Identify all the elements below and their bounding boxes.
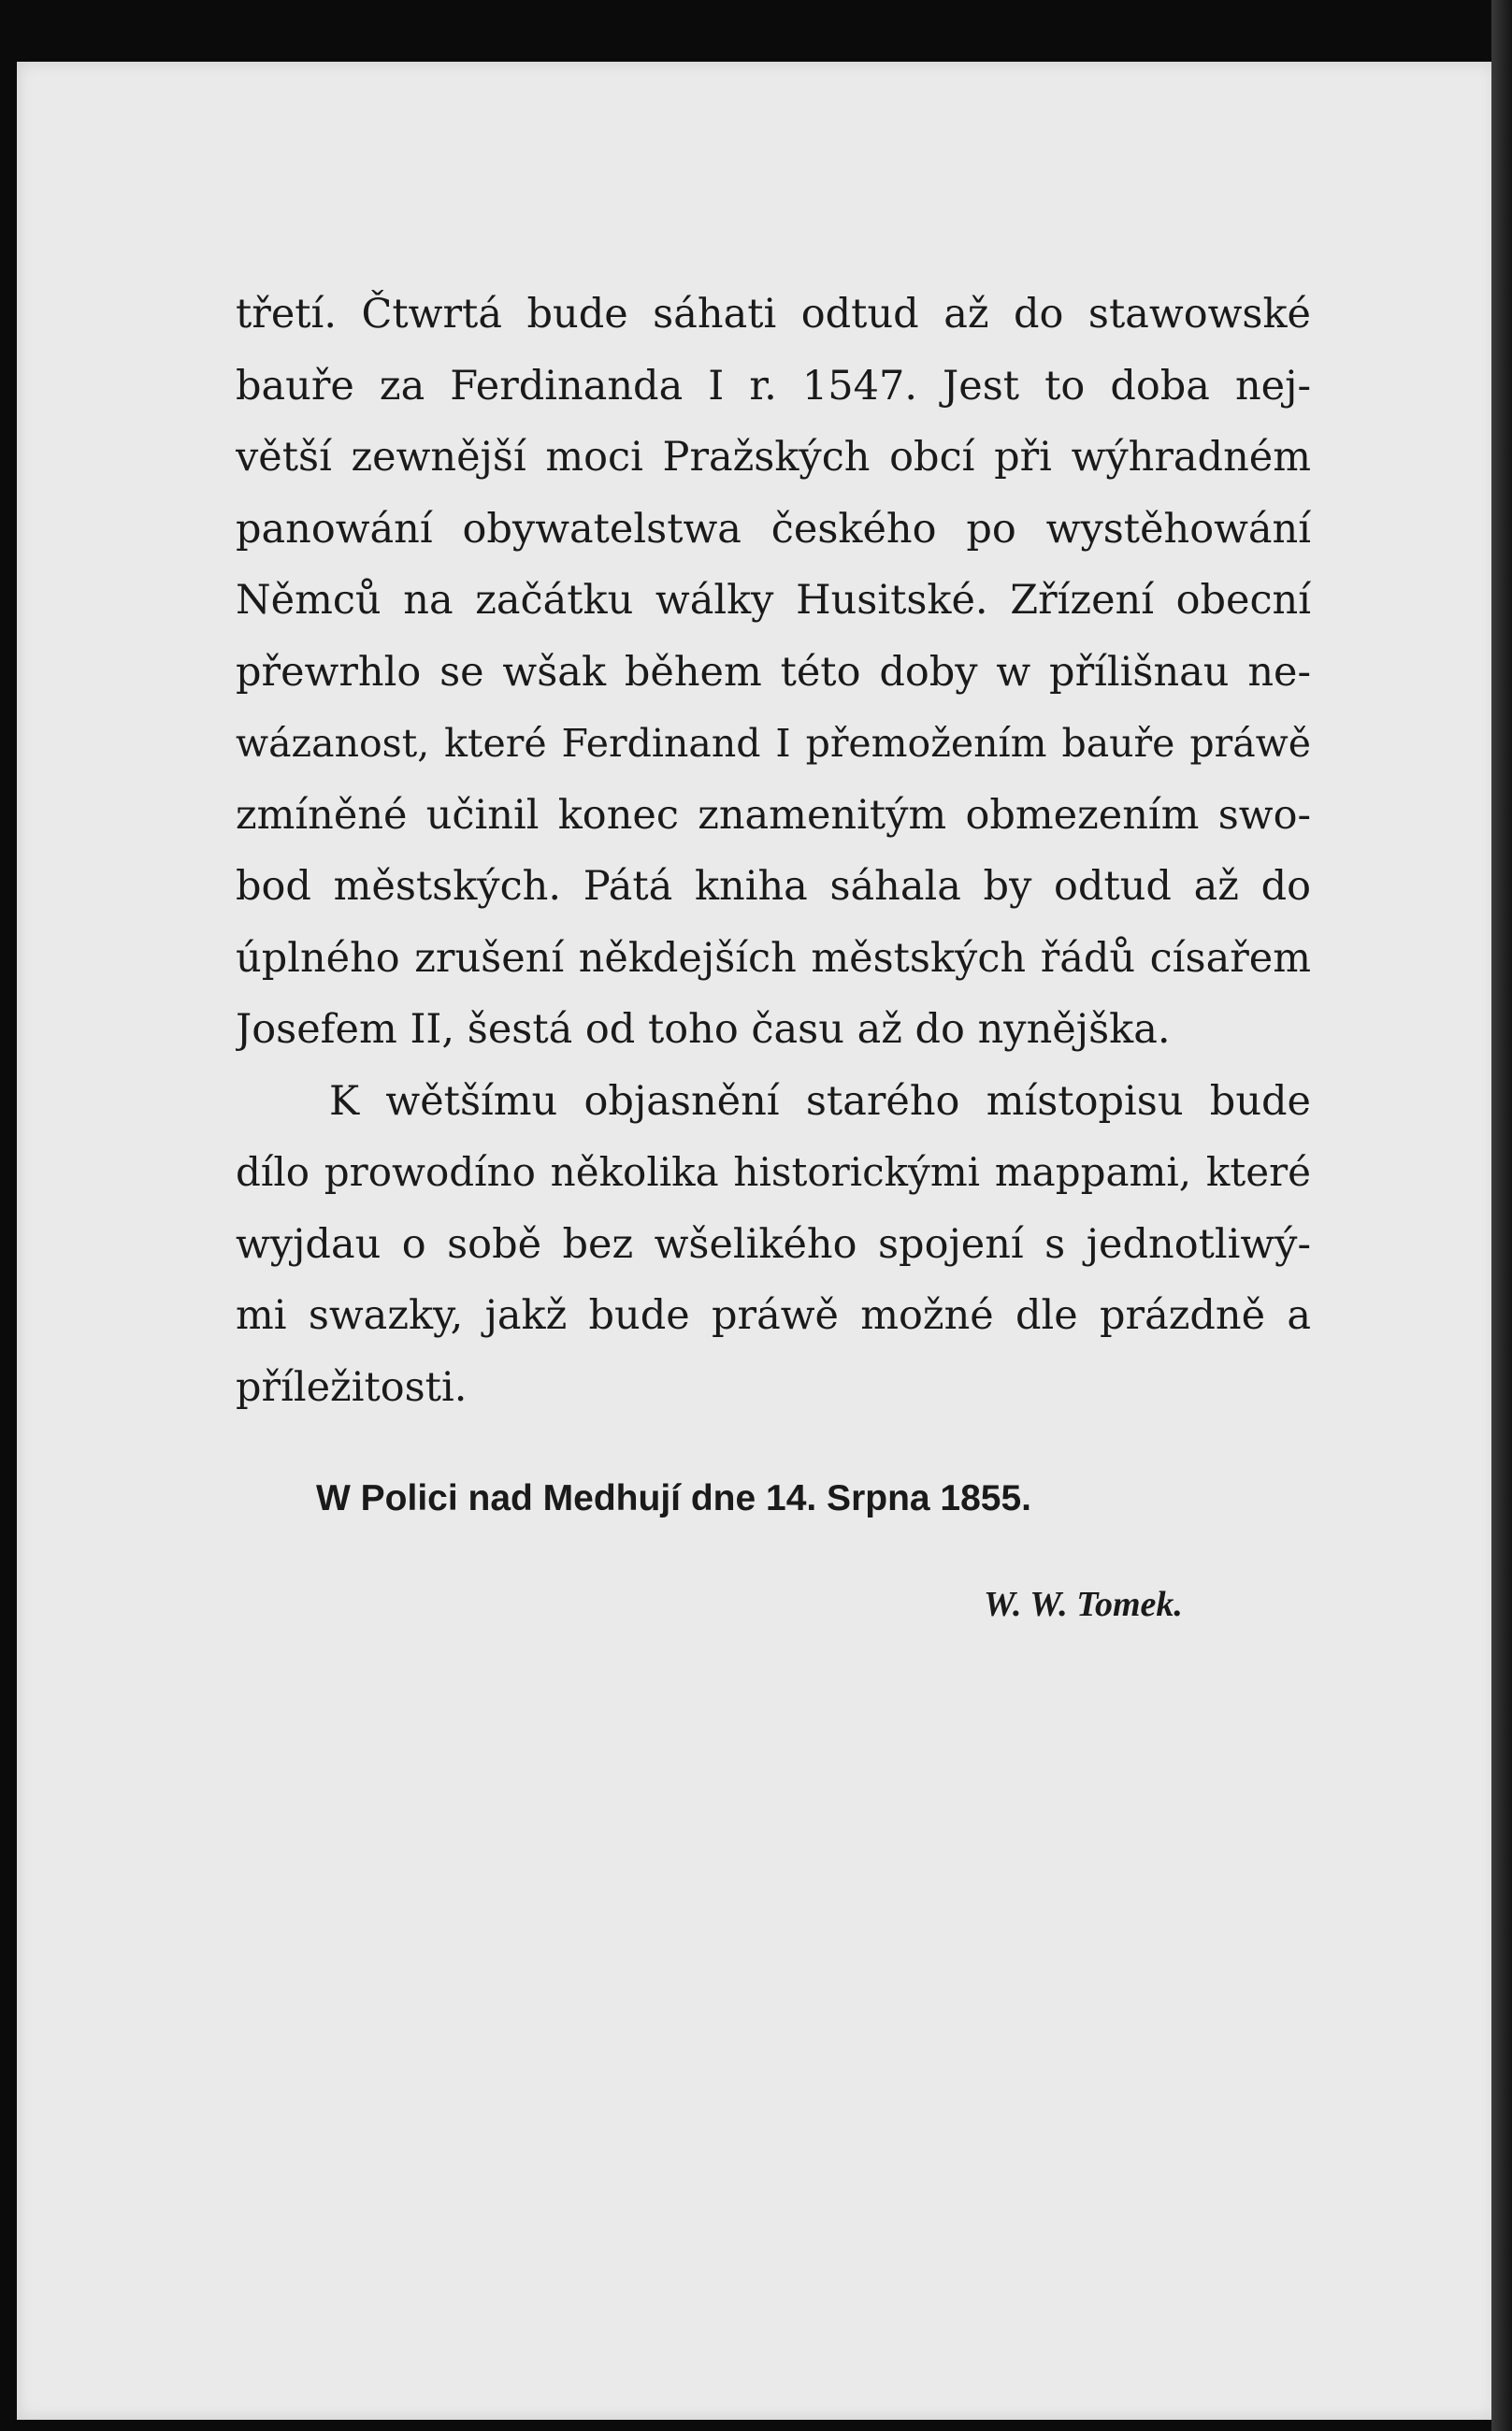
text-line-2: bauře za Ferdinanda I r. 1547. Jest to doba nej- [236, 362, 1311, 410]
text-line-16: příležitosti. [236, 1363, 468, 1411]
text-line-1: třetí. Čtwrtá bude sáhati odtud až do stawowské [236, 291, 1311, 338]
text-line-9: bod městských. Pátá kniha sáhala by odtud až do [236, 863, 1311, 910]
text-line-7: wázanost, které Ferdinand I přemožením bauře práwě [236, 721, 1311, 766]
text-line-12: K wětšímu objasnění starého místopisu bude [329, 1077, 1311, 1125]
dateline: W Polici nad Medhují dne 14. Srpna 1855. [316, 1478, 1032, 1518]
text-line-10: úplného zrušení někdejších městských řádů císařem [236, 934, 1311, 982]
body-text [236, 279, 1311, 1423]
text-line-4: panowání obywatelstwa českého po wystěhowání [236, 505, 1311, 553]
text-line-6: přewrhlo se wšak během této doby w přílišnau ne- [236, 648, 1311, 696]
page-edge-shadow [1491, 0, 1512, 2431]
text-line-11: Josefem II, šestá od toho času až do nynějška. [236, 1006, 1171, 1053]
text-line-5: Němců na začátku wálky Husitské. Zřízení obecní [236, 577, 1311, 624]
text-line-3: větší zewnější moci Pražských obcí při wýhradném [236, 434, 1311, 481]
text-line-14: wyjdau o sobě bez wšelikého spojení s jednotliwý- [236, 1220, 1311, 1268]
text-line-8: zmíněné učinil konec znamenitým obmezením swo- [236, 791, 1311, 839]
text-line-13: dílo prowodíno několika historickými mappami, které [236, 1149, 1311, 1195]
text-line-15: mi swazky, jakž bude práwě možné dle prázdně a [236, 1292, 1311, 1339]
author-signature: W. W. Tomek. [984, 1585, 1183, 1624]
